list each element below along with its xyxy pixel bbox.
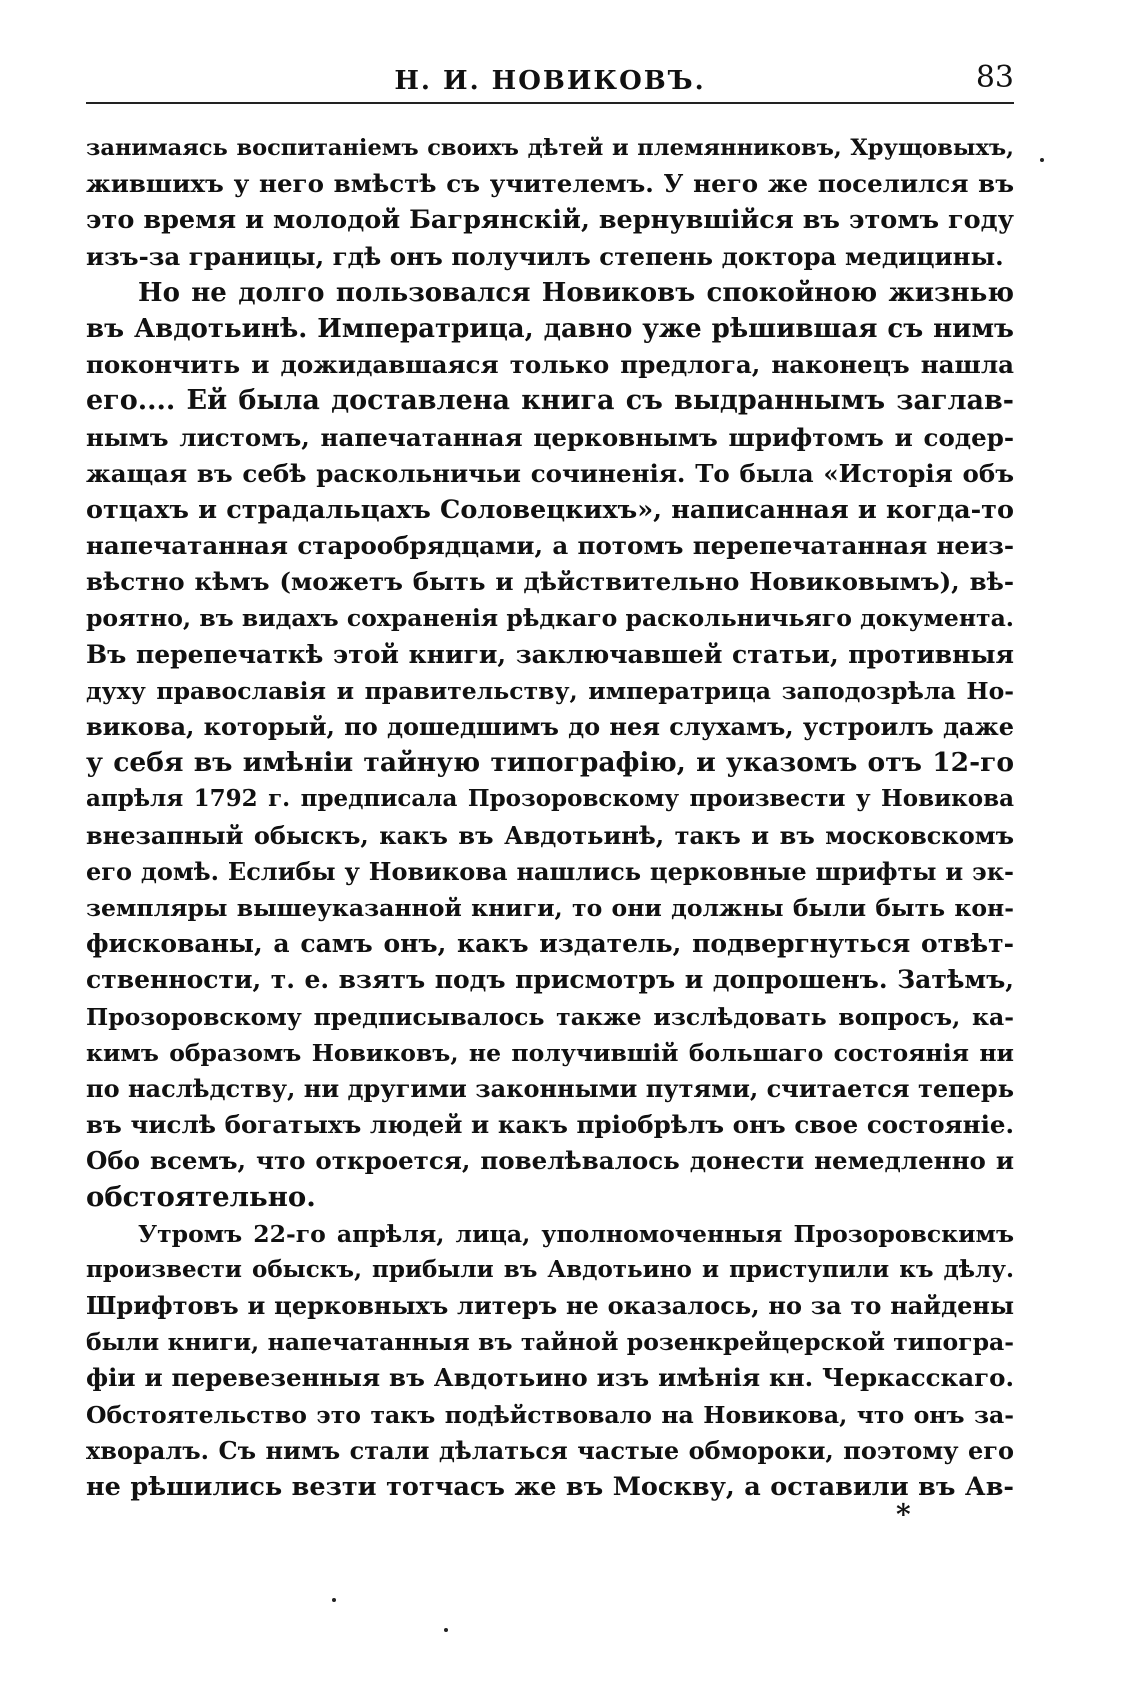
- text-line: Утромъ 22-го апрѣля, лица, уполномоченныя Прозоровскимъ: [138, 1219, 1014, 1248]
- text-line: отцахъ и страдальцахъ Соловецкихъ», написанная и когда-то: [86, 494, 1014, 525]
- text-line: Обстоятельство это такъ подѣйствовало на Новикова, что онъ за-: [86, 1400, 1014, 1429]
- scan-speck: [332, 1598, 336, 1602]
- text-line: вѣстно кѣмъ (можетъ быть и дѣйствительно Новиковымъ), вѣ-: [86, 567, 1014, 597]
- text-line: у себя въ имѣніи тайную типографію, и указомъ отъ 12-го: [86, 747, 1014, 779]
- text-line: хворалъ. Съ нимъ стали дѣлаться частые обмороки, поэтому его: [86, 1435, 1014, 1465]
- text-line: не рѣшились везти тотчасъ же въ Москву, а оставили въ Ав-: [86, 1471, 1014, 1502]
- page-number: 83: [975, 60, 1014, 95]
- text-line: нымъ листомъ, напечатанная церковнымъ шрифтомъ и содер-: [86, 422, 1014, 452]
- text-line: фіи и перевезенныя въ Авдотьино изъ имѣнія кн. Черкасскаго.: [86, 1363, 1014, 1393]
- text-line: апрѣля 1792 г. предписала Прозоровскому произвести у Новикова: [86, 785, 1014, 813]
- text-line: Шрифтовъ и церковныхъ литеръ не оказалось, но за то найдены: [86, 1291, 1014, 1320]
- text-line: роятно, въ видахъ сохраненія рѣдкаго раскольничьяго документа.: [86, 604, 1014, 633]
- text-line: кимъ образомъ Новиковъ, не получившій большаго состоянія ни: [86, 1038, 1014, 1067]
- text-line: его домѣ. Еслибы у Новикова нашлись церковные шрифты и эк-: [86, 856, 1014, 886]
- text-line: Въ перепечаткѣ этой книги, заключавшей статьи, противныя: [86, 639, 1014, 669]
- text-line: были книги, напечатанныя въ тайной розенкрейцерской типогра-: [86, 1328, 1014, 1357]
- text-line: обстоятельно.: [86, 1181, 316, 1214]
- text-line: Но не долго пользовался Новиковъ спокойною жизнью: [138, 277, 1014, 308]
- scan-speck: [1040, 158, 1044, 162]
- text-line: по наслѣдству, ни другими законными путями, считается теперь: [86, 1073, 1014, 1103]
- text-line: земпляры вышеуказанной книги, то они должны были быть кон-: [86, 893, 1014, 922]
- text-line: жившихъ у него вмѣстѣ съ учителемъ. У него же поселился въ: [86, 169, 1014, 199]
- running-head: Н. И. НОВИКОВЪ.: [394, 66, 706, 96]
- text-line: покончить и дожидавшаяся только предлога, наконецъ нашла: [86, 350, 1014, 380]
- text-line: его.... Ей была доставлена книга съ выдраннымъ заглав-: [86, 385, 1014, 417]
- signature-mark: *: [896, 1498, 911, 1531]
- text-line: въ Авдотьинѣ. Императрица, давно уже рѣшившая съ нимъ: [86, 313, 1014, 344]
- text-line: произвести обыскъ, прибыли въ Авдотьино и приступили къ дѣлу.: [86, 1255, 1014, 1283]
- text-line: духу православія и правительству, императрица заподозрѣла Но-: [86, 676, 1014, 705]
- text-line: жащая въ себѣ раскольничьи сочиненія. То была «Исторія объ: [86, 458, 1014, 488]
- text-line: Прозоровскому предписывалось также изслѣдовать вопросъ, ка-: [86, 1002, 1014, 1031]
- body-text: [86, 130, 1014, 1505]
- text-line: это время и молодой Багрянскій, вернувшійся въ этомъ году: [86, 205, 1014, 236]
- scan-speck: [444, 1628, 448, 1632]
- text-line: изъ-за границы, гдѣ онъ получилъ степень доктора медицины.: [86, 241, 1004, 271]
- text-line: напечатанная старообрядцами, а потомъ перепечатанная неиз-: [86, 531, 1014, 561]
- page-header: [86, 58, 1014, 104]
- text-line: фискованы, а самъ онъ, какъ издатель, подвергнуться отвѣт-: [86, 929, 1014, 959]
- text-line: внезапный обыскъ, какъ въ Авдотьинѣ, такъ и въ московскомъ: [86, 820, 1014, 850]
- text-line: викова, который, по дошедшимъ до нея слухамъ, устроилъ даже: [86, 712, 1014, 741]
- text-line: Обо всемъ, что откроется, повелѣвалось донести немедленно и: [86, 1146, 1014, 1176]
- text-line: ственности, т. е. взятъ подъ присмотръ и допрошенъ. Затѣмъ,: [86, 965, 1014, 995]
- text-line: занимаясь воспитаніемъ своихъ дѣтей и племянниковъ, Хрущовыхъ,: [86, 135, 1014, 161]
- text-line: въ числѣ богатыхъ людей и какъ пріобрѣлъ онъ свое состояніе.: [86, 1110, 1014, 1140]
